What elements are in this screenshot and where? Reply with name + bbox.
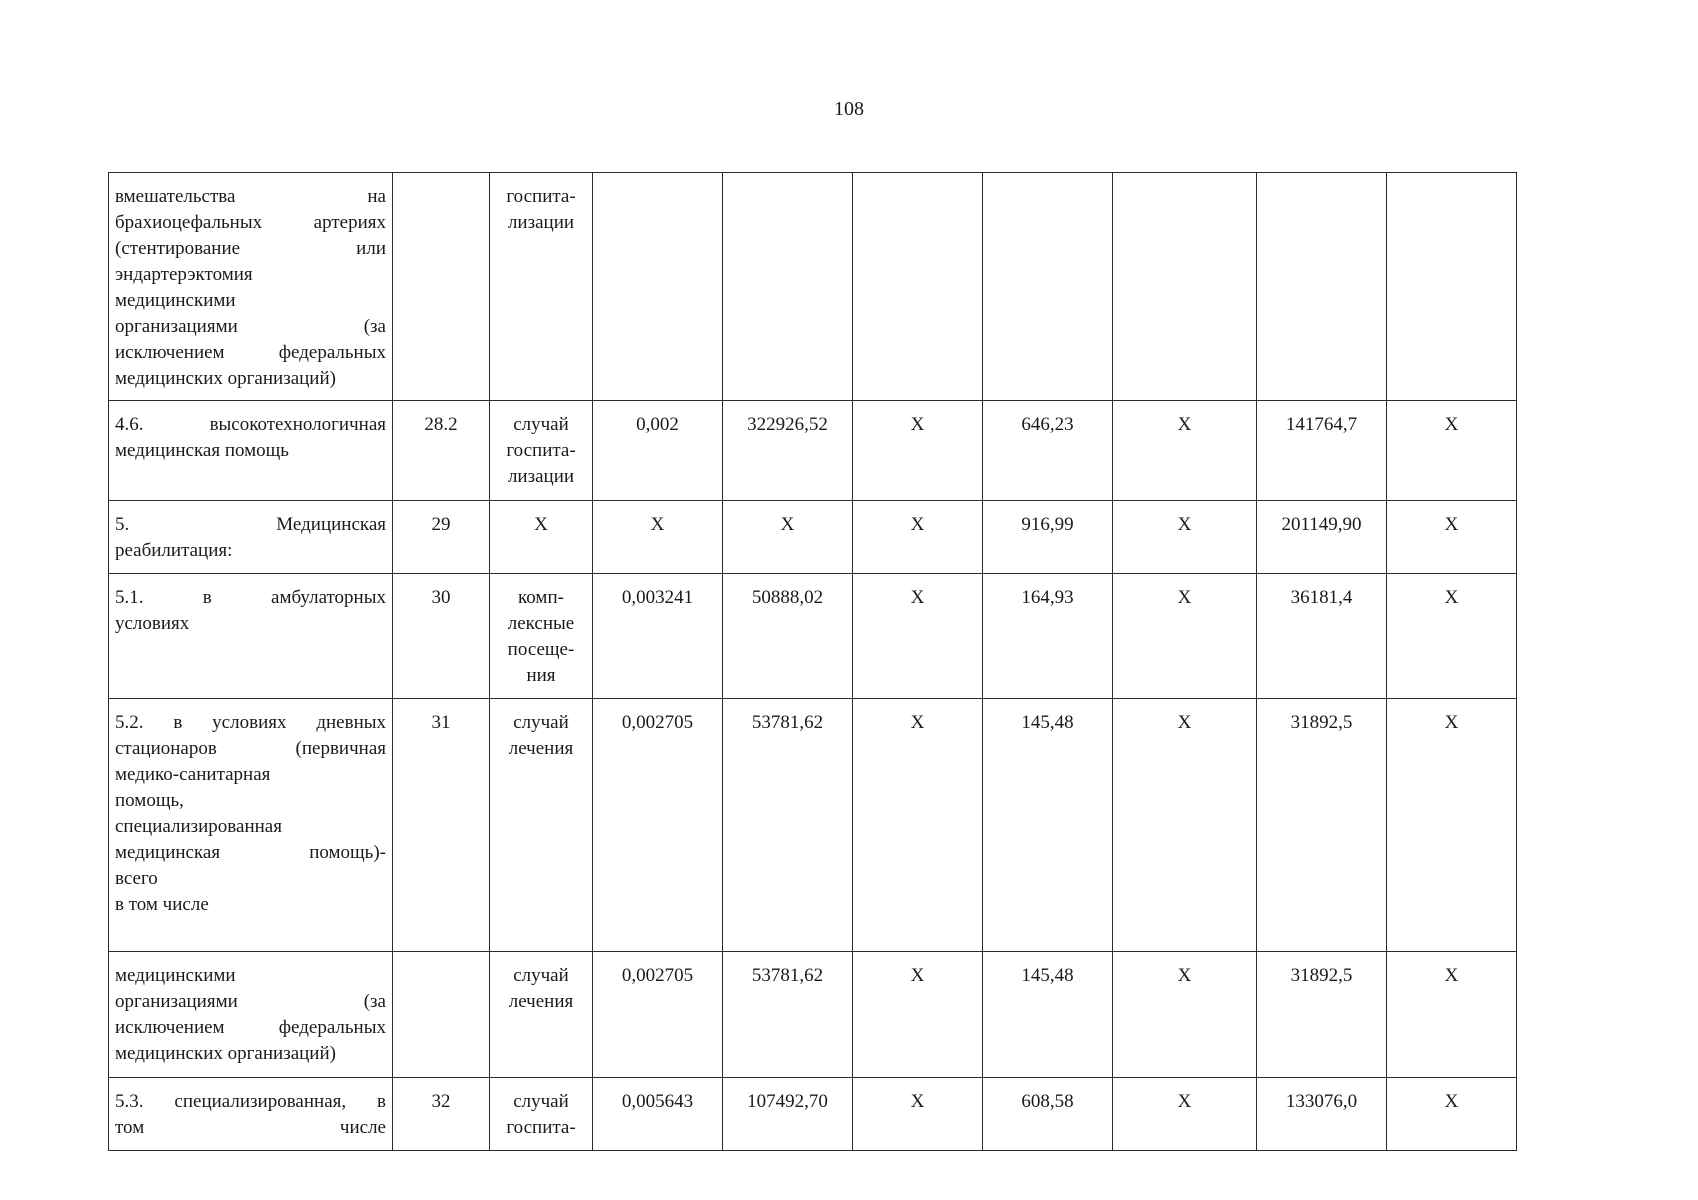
norm-volume-cell: 0,005643 [593, 1078, 723, 1151]
indicator-name-line: исключением федеральных [115, 1017, 386, 1038]
per-capita-budget-cell: Х [853, 952, 983, 1078]
indicator-name-line: 5.1. в амбулаторных [115, 587, 386, 608]
indicator-name-cell [109, 173, 393, 401]
indicator-name-line: в том числе [115, 894, 209, 915]
per-capita-oms-cell: 145,48 [983, 699, 1113, 952]
indicator-name-line: вмешательства на [115, 186, 386, 207]
percent-cell: Х [1387, 501, 1517, 574]
norm-volume-cell: Х [593, 501, 723, 574]
total-budget-cell: Х [1113, 1078, 1257, 1151]
percent-cell [1387, 173, 1517, 401]
indicator-name-line: организациями (за [115, 316, 386, 337]
unit-cell: случай лечения [490, 952, 593, 1078]
total-budget-cell: Х [1113, 401, 1257, 501]
total-oms-cell: 36181,4 [1257, 574, 1387, 699]
total-budget-cell: Х [1113, 574, 1257, 699]
indicator-name-line: медицинскими [115, 965, 236, 986]
unit-cell: госпита- лизации [490, 173, 593, 401]
row-number-cell [393, 173, 490, 401]
indicator-name-line: 5.2. в условиях дневных [115, 712, 386, 733]
total-oms-cell: 141764,7 [1257, 401, 1387, 501]
per-capita-budget-cell [853, 173, 983, 401]
norm-cost-cell: 107492,70 [723, 1078, 853, 1151]
norm-cost-cell [723, 173, 853, 401]
indicator-name-line: медицинских организаций) [115, 1043, 336, 1064]
percent-cell: Х [1387, 1078, 1517, 1151]
percent-cell: Х [1387, 699, 1517, 952]
norm-cost-cell: 53781,62 [723, 952, 853, 1078]
table-row [109, 501, 1517, 574]
unit-cell: случай лечения [490, 699, 593, 952]
table-row [109, 401, 1517, 501]
indicator-name-cell [109, 1078, 393, 1151]
page-number: 108 [834, 98, 864, 120]
per-capita-oms-cell: 608,58 [983, 1078, 1113, 1151]
indicator-name-line: (стентирование или [115, 238, 386, 259]
indicator-name-line: помощь, [115, 790, 184, 811]
percent-cell: Х [1387, 401, 1517, 501]
norm-volume-cell: 0,002705 [593, 699, 723, 952]
unit-cell: Х [490, 501, 593, 574]
indicator-name-cell [109, 401, 393, 501]
row-number-cell [393, 952, 490, 1078]
total-oms-cell: 133076,0 [1257, 1078, 1387, 1151]
indicator-name-cell [109, 501, 393, 574]
indicator-name-line: медицинская помощь)- [115, 842, 386, 863]
indicator-name-line: медицинскими [115, 290, 236, 311]
row-number-cell: 28.2 [393, 401, 490, 501]
indicator-name-line: брахиоцефальных артериях [115, 212, 386, 233]
percent-cell: Х [1387, 574, 1517, 699]
indicator-name-line: организациями (за [115, 991, 386, 1012]
row-number-cell: 29 [393, 501, 490, 574]
table-row [109, 1078, 1517, 1151]
per-capita-budget-cell: Х [853, 1078, 983, 1151]
total-budget-cell [1113, 173, 1257, 401]
indicator-name-line: медицинских организаций) [115, 368, 336, 389]
total-budget-cell: Х [1113, 699, 1257, 952]
total-budget-cell: Х [1113, 952, 1257, 1078]
per-capita-oms-cell: 164,93 [983, 574, 1113, 699]
total-oms-cell [1257, 173, 1387, 401]
percent-cell: Х [1387, 952, 1517, 1078]
indicator-name-line: медицинская помощь [115, 440, 289, 461]
norm-volume-cell: 0,003241 [593, 574, 723, 699]
norm-volume-cell: 0,002 [593, 401, 723, 501]
indicator-name-line: 5. Медицинская [115, 514, 386, 535]
row-number-cell: 30 [393, 574, 490, 699]
indicator-name-cell [109, 952, 393, 1078]
unit-cell: комп- лексные посеще- ния [490, 574, 593, 699]
indicator-name-line: условиях [115, 613, 190, 634]
table-body [109, 173, 1517, 1151]
table-row [109, 173, 1517, 401]
unit-cell: случай госпита- лизации [490, 401, 593, 501]
per-capita-oms-cell: 916,99 [983, 501, 1113, 574]
indicator-name-line: всего [115, 868, 158, 889]
total-oms-cell: 31892,5 [1257, 952, 1387, 1078]
norm-cost-cell: 322926,52 [723, 401, 853, 501]
indicator-name-line: медико-санитарная [115, 764, 271, 785]
row-number-cell: 32 [393, 1078, 490, 1151]
indicator-name-cell [109, 574, 393, 699]
per-capita-budget-cell: Х [853, 574, 983, 699]
data-table [108, 172, 1517, 1151]
table-row [109, 952, 1517, 1078]
indicator-name-line: том числе [115, 1117, 386, 1138]
row-number-cell: 31 [393, 699, 490, 952]
indicator-name-line: 4.6. высокотехнологичная [115, 414, 386, 435]
indicator-name-line: специализированная [115, 816, 282, 837]
norm-cost-cell: 53781,62 [723, 699, 853, 952]
per-capita-budget-cell: Х [853, 401, 983, 501]
total-budget-cell: Х [1113, 501, 1257, 574]
unit-cell: случай госпита- [490, 1078, 593, 1151]
norm-cost-cell: Х [723, 501, 853, 574]
norm-volume-cell [593, 173, 723, 401]
per-capita-budget-cell: Х [853, 501, 983, 574]
per-capita-budget-cell: Х [853, 699, 983, 952]
indicator-name-line: стационаров (первичная [115, 738, 386, 759]
total-oms-cell: 201149,90 [1257, 501, 1387, 574]
table-row [109, 574, 1517, 699]
indicator-name-cell [109, 699, 393, 952]
norm-volume-cell: 0,002705 [593, 952, 723, 1078]
per-capita-oms-cell: 145,48 [983, 952, 1113, 1078]
norm-cost-cell: 50888,02 [723, 574, 853, 699]
indicator-name-line: реабилитация: [115, 540, 233, 561]
table-row [109, 699, 1517, 952]
per-capita-oms-cell [983, 173, 1113, 401]
indicator-name-line: исключением федеральных [115, 342, 386, 363]
total-oms-cell: 31892,5 [1257, 699, 1387, 952]
per-capita-oms-cell: 646,23 [983, 401, 1113, 501]
indicator-name-line: эндартерэктомия [115, 264, 253, 285]
indicator-name-line: 5.3. специализированная, в [115, 1091, 386, 1112]
